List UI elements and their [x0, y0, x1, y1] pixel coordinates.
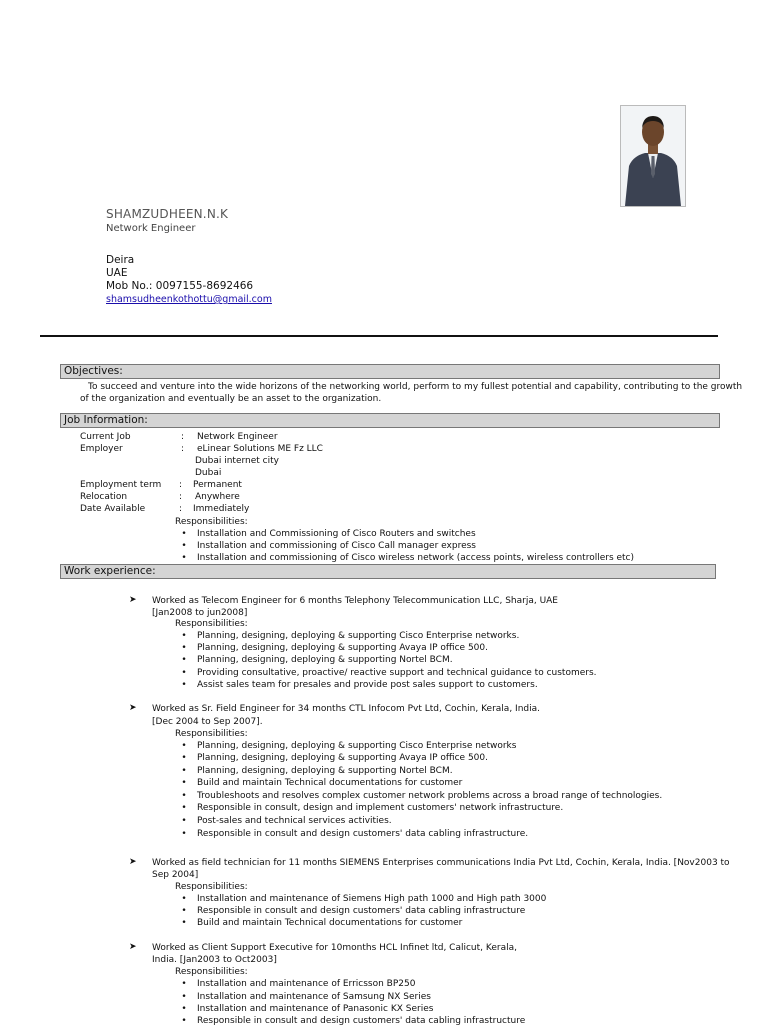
arrow-bullet-icon: ➤	[129, 942, 137, 952]
work-responsibilities-label: Responsibilities:	[175, 967, 248, 977]
work-entry-dates: Sep 2004]	[152, 870, 199, 880]
job-responsibility-item: Installation and commissioning of Cisco Call manager express	[197, 541, 476, 551]
work-responsibility-item: Installation and maintenance of Panasonic KX Series	[197, 1004, 434, 1014]
work-entry-title: Worked as field technician for 11 months SIEMENS Enterprises communications India Pvt Ltd, Cochin, Kerala, India. [Nov2003 to	[152, 858, 730, 868]
work-responsibility-item: Responsible in consult, design and implement customers' network infrastructure.	[197, 803, 564, 813]
arrow-bullet-icon: ➤	[129, 857, 137, 867]
job-responsibility-item: Installation and commissioning of Cisco wireless network (access points, wireless controllers etc)	[197, 553, 635, 563]
work-entry-dates: [Dec 2004 to Sep 2007].	[152, 717, 263, 727]
work-responsibility-item: Installation and maintenance of Samsung NX Series	[197, 992, 431, 1002]
job-colon: :	[179, 480, 183, 490]
bullet-icon: •	[181, 791, 187, 801]
work-responsibility-item: Installation and maintenance of Erricsson BP250	[197, 979, 416, 989]
arrow-bullet-icon: ➤	[129, 595, 137, 605]
work-responsibility-item: Planning, designing, deploying & supporting Nortel BCM.	[197, 655, 453, 665]
job-value-employer-city: Dubai	[195, 468, 222, 478]
job-label-employer: Employer	[80, 444, 123, 454]
work-entry-dates: India. [Jan2003 to Oct2003]	[152, 955, 277, 965]
bullet-icon: •	[181, 631, 187, 641]
profile-photo	[620, 105, 686, 207]
work-entry-title: Worked as Sr. Field Engineer for 34 months CTL Infocom Pvt Ltd, Cochin, Kerala, India.	[152, 704, 540, 714]
work-responsibility-item: Troubleshoots and resolves complex customer network problems across a broad range of technologies.	[197, 791, 663, 801]
job-colon: :	[179, 492, 183, 502]
bullet-icon: •	[181, 829, 187, 839]
work-responsibility-item: Planning, designing, deploying & supporting Avaya IP office 500.	[197, 643, 488, 653]
bullet-icon: •	[181, 906, 187, 916]
work-responsibilities-label: Responsibilities:	[175, 729, 248, 739]
bullet-icon: •	[181, 1004, 187, 1014]
work-responsibility-item: Responsible in consult and design customers' data cabling infrastructure.	[197, 829, 529, 839]
mobile-number: Mob No.: 0097155-8692466	[106, 280, 254, 292]
email-link[interactable]: shamsudheenkothottu@gmail.com	[106, 294, 272, 305]
candidate-title: Network Engineer	[106, 223, 196, 234]
objectives-heading: Objectives:	[60, 364, 720, 379]
bullet-icon: •	[181, 655, 187, 665]
address-country: UAE	[106, 267, 128, 279]
work-entry-title: Worked as Telecom Engineer for 6 months Telephony Telecommunication LLC, Sharja, UAE	[152, 596, 558, 606]
objectives-text-line2: of the organization and eventually be an asset to the organization.	[80, 394, 382, 404]
job-label-current-job: Current Job	[80, 432, 131, 442]
work-responsibility-item: Planning, designing, deploying & supporting Cisco Enterprise networks	[197, 741, 517, 751]
work-responsibility-item: Responsible in consult and design customers' data cabling infrastructure	[197, 1016, 526, 1026]
job-value-relocation: Anywhere	[195, 492, 240, 502]
bullet-icon: •	[181, 741, 187, 751]
work-responsibility-item: Installation and maintenance of Siemens High path 1000 and High path 3000	[197, 894, 547, 904]
job-value-current-job: Network Engineer	[197, 432, 278, 442]
job-responsibility-item: Installation and Commissioning of Cisco Routers and switches	[197, 529, 476, 539]
work-responsibility-item: Responsible in consult and design customers' data cabling infrastructure	[197, 906, 526, 916]
bullet-icon: •	[181, 766, 187, 776]
bullet-icon: •	[181, 553, 187, 563]
work-responsibility-item: Build and maintain Technical documentations for customer	[197, 918, 463, 928]
bullet-icon: •	[181, 816, 187, 826]
work-responsibility-item: Planning, designing, deploying & supporting Nortel BCM.	[197, 766, 453, 776]
bullet-icon: •	[181, 668, 187, 678]
bullet-icon: •	[181, 803, 187, 813]
work-responsibility-item: Providing consultative, proactive/ reactive support and technical guidance to customers.	[197, 668, 597, 678]
header-divider	[40, 335, 718, 337]
bullet-icon: •	[181, 894, 187, 904]
arrow-bullet-icon: ➤	[129, 703, 137, 713]
job-value-employment-term: Permanent	[193, 480, 242, 490]
job-label-employment-term: Employment term	[80, 480, 162, 490]
work-responsibilities-label: Responsibilities:	[175, 619, 248, 629]
job-information-heading: Job Information:	[60, 413, 720, 428]
work-responsibility-item: Post-sales and technical services activities.	[197, 816, 392, 826]
address-city: Deira	[106, 254, 135, 266]
work-responsibility-item: Planning, designing, deploying & supporting Avaya IP office 500.	[197, 753, 488, 763]
job-label-date-available: Date Available	[80, 504, 146, 514]
bullet-icon: •	[181, 529, 187, 539]
job-value-employer-location: Dubai internet city	[195, 456, 279, 466]
work-entry-title: Worked as Client Support Executive for 10months HCL Infinet ltd, Calicut, Kerala,	[152, 943, 517, 953]
work-responsibilities-label: Responsibilities:	[175, 882, 248, 892]
job-value-date-available: Immediately	[193, 504, 250, 514]
job-value-employer: eLinear Solutions ME Fz LLC	[197, 444, 323, 454]
objectives-text-line1: To succeed and venture into the wide horizons of the networking world, perform to my fullest potential and capability, contributing to the growth	[88, 382, 743, 392]
candidate-name: SHAMZUDHEEN.N.K	[106, 207, 229, 221]
bullet-icon: •	[181, 753, 187, 763]
bullet-icon: •	[181, 992, 187, 1002]
bullet-icon: •	[181, 643, 187, 653]
job-responsibilities-label: Responsibilities:	[175, 517, 248, 527]
work-entry-dates: [Jan2008 to jun2008]	[152, 608, 248, 618]
job-colon: :	[181, 432, 185, 442]
job-colon: :	[179, 504, 183, 514]
bullet-icon: •	[181, 778, 187, 788]
bullet-icon: •	[181, 541, 187, 551]
work-responsibility-item: Assist sales team for presales and provide post sales support to customers.	[197, 680, 538, 690]
work-experience-heading: Work experience:	[60, 564, 716, 579]
job-label-relocation: Relocation	[80, 492, 128, 502]
bullet-icon: •	[181, 1016, 187, 1026]
work-responsibility-item: Build and maintain Technical documentations for customer	[197, 778, 463, 788]
bullet-icon: •	[181, 979, 187, 989]
bullet-icon: •	[181, 918, 187, 928]
person-photo-icon	[621, 106, 685, 206]
work-responsibility-item: Planning, designing, deploying & supporting Cisco Enterprise networks.	[197, 631, 520, 641]
job-colon: :	[181, 444, 185, 454]
bullet-icon: •	[181, 680, 187, 690]
